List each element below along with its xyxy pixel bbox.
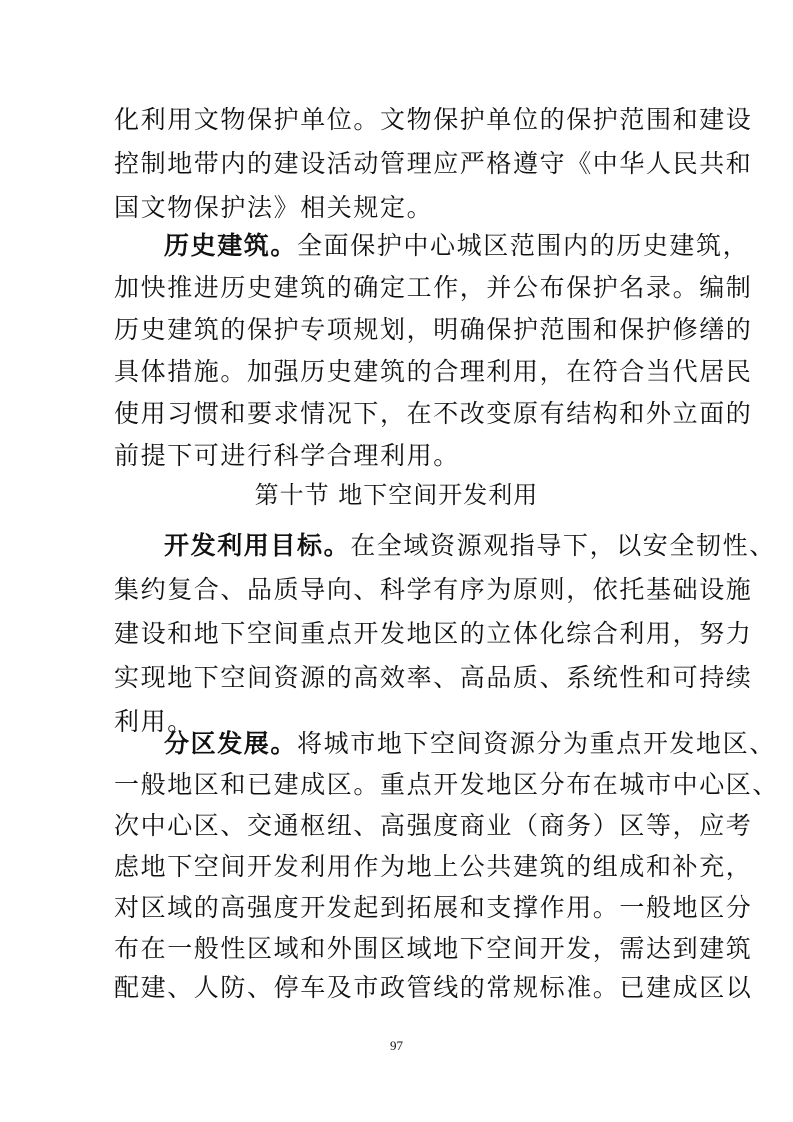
paragraph-first-line — [164, 524, 776, 568]
paragraph-text: 在全域资源观指导下，以安全韧性、 — [350, 531, 776, 560]
paragraph-line: 化利用文物保护单位。文物保护单位的保护范围和建设 — [114, 105, 753, 134]
paragraph-line: 布在一般性区域和外围区域地下空间开发，需达到建筑 — [114, 934, 753, 963]
paragraph-line: 控制地带内的建设活动管理应严格遵守《中华人民共和 — [114, 149, 753, 178]
paragraph-line: 集约复合、品质导向、科学有序为原则，依托基础设施 — [114, 575, 753, 604]
paragraph-first-line — [164, 722, 776, 766]
paragraph-line: 利用。 — [114, 707, 194, 736]
paragraph-line: 虑地下空间开发利用作为地上公共建筑的组成和补充， — [114, 852, 753, 881]
paragraph-line: 具体措施。加强历史建筑的合理利用，在符合当代居民 — [114, 357, 753, 386]
paragraph-lead: 分区发展。 — [164, 729, 298, 758]
paragraph-text: 全面保护中心城区范围内的历史建筑， — [297, 231, 750, 260]
paragraph-line: 国文物保护法》相关规定。 — [114, 193, 434, 222]
paragraph-line: 历史建筑的保护专项规划，明确保护范围和保护修缮的 — [114, 315, 753, 344]
paragraph-lead: 开发利用目标。 — [164, 531, 351, 560]
paragraph-line: 对区域的高强度开发起到拓展和支撑作用。一般地区分 — [114, 893, 753, 922]
paragraph-line: 配建、人防、停车及市政管线的常规标准。已建成区以 — [114, 973, 753, 1002]
page-number: 97 — [390, 1038, 403, 1053]
section-heading: 第十节 地下空间开发利用 — [254, 481, 539, 509]
paragraph-lead: 历史建筑。 — [164, 231, 298, 260]
paragraph-line: 次中心区、交通枢纽、高强度商业（商务）区等，应考 — [114, 811, 753, 840]
paragraph-line: 加快推进历史建筑的确定工作，并公布保护名录。编制 — [114, 273, 753, 302]
paragraph-line: 使用习惯和要求情况下，在不改变原有结构和外立面的 — [114, 399, 753, 428]
paragraph-text: 将城市地下空间资源分为重点开发地区、 — [297, 729, 776, 758]
paragraph-line: 建设和地下空间重点开发地区的立体化综合利用，努力 — [114, 619, 753, 648]
paragraph-line: 前提下可进行科学合理利用。 — [114, 441, 460, 470]
paragraph-line: 一般地区和已建成区。重点开发地区分布在城市中心区、 — [114, 770, 780, 799]
paragraph-first-line — [164, 224, 754, 268]
paragraph-line: 实现地下空间资源的高效率、高品质、系统性和可持续 — [114, 663, 753, 692]
